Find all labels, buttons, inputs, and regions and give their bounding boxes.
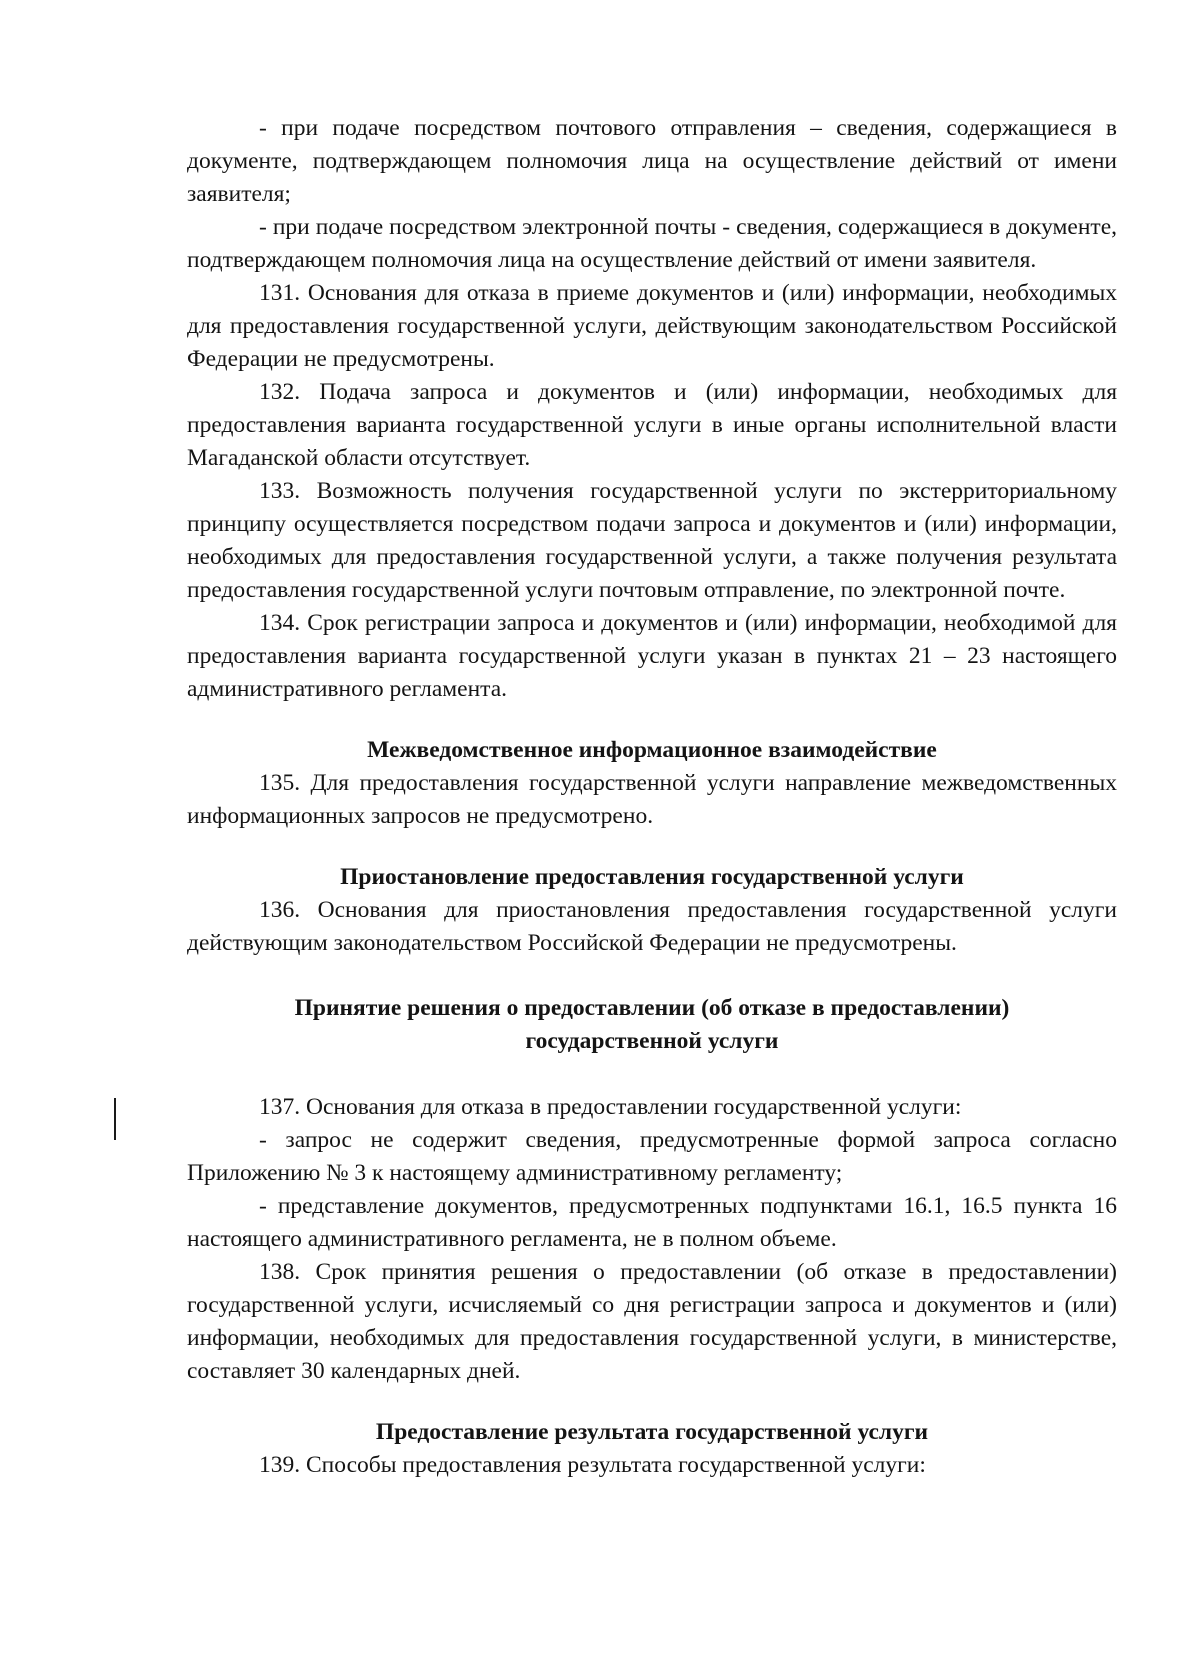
paragraph-postal-submission: - при подаче посредством почтового отправления – сведения, содержащиеся в документе, подтверждающем полномочия лица на осуществление действий от имени заявителя; [187, 115, 1117, 207]
paragraph-136: 136. Основания для приостановления предоставления государственной услуги действующим законодательством Российской Федерации не предусмотрены. [187, 897, 1117, 956]
paragraph-137-item-a: - запрос не содержит сведения, предусмотренные формой запроса согласно Приложению № 3 к настоящему административному регламенту; [187, 1127, 1117, 1186]
heading-decision-line-1: Принятие решения о предоставлении (об отказе в предоставлении) [294, 995, 1010, 1021]
paragraph-137-item-b: - представление документов, предусмотренных подпунктами 16.1, 16.5 пункта 16 настоящего административного регламента, не в полном объеме. [187, 1193, 1117, 1252]
heading-service-suspension: Приостановление предоставления государственной услуги [340, 864, 964, 890]
paragraph-132: 132. Подача запроса и документов и (или) информации, необходимых для предоставления варианта государственной услуги в иные органы исполнительной власти Магаданской области отсутствует. [187, 379, 1117, 471]
document-body [187, 112, 1117, 1482]
paragraph-135: 135. Для предоставления государственной услуги направление межведомственных информационных запросов не предусмотрено. [187, 770, 1117, 829]
paragraph-133: 133. Возможность получения государственной услуги по экстерриториальному принципу осуществляется посредством подачи запроса и документов и (или) информации, необходимых для предоставления государственной услуги, а также получения результата предоставления государственной услуги почтовым отправление, по электронной почте. [187, 478, 1117, 603]
paragraph-137: 137. Основания для отказа в предоставлении государственной услуги: [259, 1094, 962, 1120]
heading-service-result: Предоставление результата государственной услуги [375, 1419, 929, 1445]
heading-interagency-interaction: Межведомственное информационное взаимодействие [367, 737, 937, 763]
paragraph-email-submission: - при подаче посредством электронной почты - сведения, содержащиеся в документе, подтверждающем полномочия лица на осуществление действий от имени заявителя. [187, 214, 1117, 273]
margin-scan-mark [114, 1098, 116, 1140]
paragraph-134: 134. Срок регистрации запроса и документов и (или) информации, необходимой для предоставления варианта государственной услуги указан в пунктах 21 – 23 настоящего административного регламента. [187, 610, 1117, 702]
paragraph-139: 139. Способы предоставления результата государственной услуги: [259, 1452, 926, 1478]
paragraph-131: 131. Основания для отказа в приеме документов и (или) информации, необходимых для предоставления государственной услуги, действующим законодательством Российской Федерации не предусмотрены. [187, 280, 1117, 372]
heading-decision-line-2: государственной услуги [525, 1028, 779, 1054]
paragraph-138: 138. Срок принятия решения о предоставлении (об отказе в предоставлении) государственной услуги, исчисляемый со дня регистрации запроса и документов и (или) информации, необходимых для предоставления государственной услуги, в министерстве, составляет 30 календарных дней. [187, 1259, 1117, 1384]
heading-decision [187, 992, 1117, 1058]
